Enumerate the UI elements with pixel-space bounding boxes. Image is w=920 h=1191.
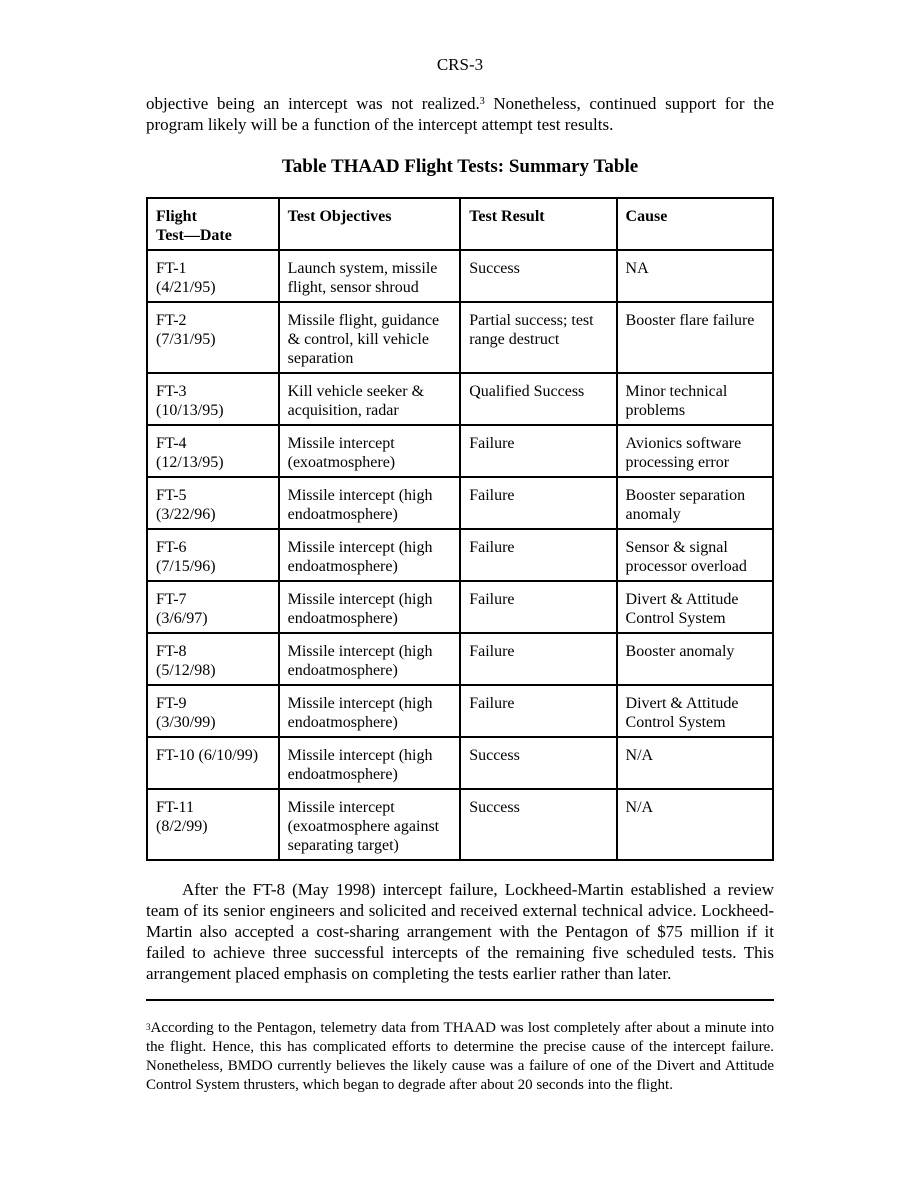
cell-flight xyxy=(147,581,279,633)
cell-result: Success xyxy=(460,789,616,860)
cell-flight xyxy=(147,789,279,860)
cell-cause: Sensor & signal processor overload xyxy=(617,529,773,581)
flight-id: FT-6 xyxy=(156,539,187,556)
flight-date: (3/30/99) xyxy=(156,714,216,731)
flight-id: FT-8 xyxy=(156,643,187,660)
table-title: Table THAAD Flight Tests: Summary Table xyxy=(281,156,639,177)
cell-flight xyxy=(147,633,279,685)
cell-cause: Divert & Attitude Control System xyxy=(617,685,773,737)
cell-cause: Minor technical problems xyxy=(617,373,773,425)
cell-objectives: Missile flight, guidance & control, kill vehicle separation xyxy=(279,302,461,373)
flight-id: FT-9 xyxy=(156,695,187,712)
cell-flight xyxy=(147,425,279,477)
cell-objectives: Missile intercept (exoatmosphere) xyxy=(279,425,461,477)
cell-objectives: Missile intercept (high endoatmosphere) xyxy=(279,633,461,685)
cell-result: Partial success; test range destruct xyxy=(460,302,616,373)
table-row xyxy=(147,250,773,302)
table-row xyxy=(147,477,773,529)
flight-date: (8/2/99) xyxy=(156,818,208,835)
cell-cause: Booster separation anomaly xyxy=(617,477,773,529)
table-row xyxy=(147,302,773,373)
column-header-flight-date xyxy=(147,198,279,250)
header-test-date: Test—Date xyxy=(156,227,232,244)
table-row xyxy=(147,789,773,860)
flight-tests-table xyxy=(146,197,774,861)
footnote-marker: 3 xyxy=(146,1022,151,1032)
cell-result: Failure xyxy=(460,529,616,581)
flight-date: (5/12/98) xyxy=(156,662,216,679)
flight-id: FT-4 xyxy=(156,435,187,452)
cell-result: Success xyxy=(460,737,616,789)
cell-flight xyxy=(147,737,279,789)
flight-date: (7/31/95) xyxy=(156,331,216,348)
flight-id: FT-1 xyxy=(156,260,187,277)
table-row xyxy=(147,425,773,477)
column-header-cause: Cause xyxy=(617,198,773,250)
flight-date: (12/13/95) xyxy=(156,454,224,471)
cell-objectives: Kill vehicle seeker & acquisition, radar xyxy=(279,373,461,425)
cell-objectives: Missile intercept (high endoatmosphere) xyxy=(279,737,461,789)
flight-date: (3/22/96) xyxy=(156,506,216,523)
table-row xyxy=(147,373,773,425)
column-header-objectives: Test Objectives xyxy=(279,198,461,250)
cell-result: Success xyxy=(460,250,616,302)
cell-flight xyxy=(147,250,279,302)
table-row xyxy=(147,529,773,581)
flight-date: (4/21/95) xyxy=(156,279,216,296)
cell-cause: Booster flare failure xyxy=(617,302,773,373)
footnote xyxy=(146,1019,774,1095)
cell-objectives: Missile intercept (high endoatmosphere) xyxy=(279,581,461,633)
table-header-row xyxy=(147,198,773,250)
intro-paragraph xyxy=(146,93,774,135)
cell-result: Failure xyxy=(460,685,616,737)
cell-flight xyxy=(147,477,279,529)
page-number-header: CRS-3 xyxy=(436,55,484,74)
cell-objectives: Missile intercept (high endoatmosphere) xyxy=(279,685,461,737)
table-row xyxy=(147,685,773,737)
cell-flight xyxy=(147,373,279,425)
flight-date: (3/6/97) xyxy=(156,610,208,627)
cell-result: Failure xyxy=(460,477,616,529)
header-flight: Flight xyxy=(156,208,197,225)
table-row xyxy=(147,633,773,685)
table-row xyxy=(147,581,773,633)
flight-id: FT-7 xyxy=(156,591,187,608)
intro-text: objective being an intercept was not realized. xyxy=(146,94,480,113)
cell-objectives: Missile intercept (high endoatmosphere) xyxy=(279,529,461,581)
flight-id: FT-3 xyxy=(156,383,187,400)
cell-flight xyxy=(147,529,279,581)
cell-cause: Divert & Attitude Control System xyxy=(617,581,773,633)
cell-cause: N/A xyxy=(617,789,773,860)
cell-result: Failure xyxy=(460,633,616,685)
footnote-divider xyxy=(146,999,774,1001)
column-header-result: Test Result xyxy=(460,198,616,250)
flight-date: (7/15/96) xyxy=(156,558,216,575)
flight-id: FT-10 xyxy=(156,747,195,764)
flight-id: FT-2 xyxy=(156,312,187,329)
cell-objectives: Missile intercept (exoatmosphere against separating target) xyxy=(279,789,461,860)
cell-cause: Booster anomaly xyxy=(617,633,773,685)
cell-cause: NA xyxy=(617,250,773,302)
flight-id: FT-11 xyxy=(156,799,194,816)
cell-cause: N/A xyxy=(617,737,773,789)
cell-result: Failure xyxy=(460,581,616,633)
cell-objectives: Missile intercept (high endoatmosphere) xyxy=(279,477,461,529)
footnote-reference[interactable]: 3 xyxy=(479,96,485,107)
table-row xyxy=(147,737,773,789)
flight-date: (6/10/99) xyxy=(198,747,259,764)
flight-id: FT-5 xyxy=(156,487,187,504)
footnote-text: According to the Pentagon, telemetry data from THAAD was lost completely after about a minute into the flight. Hence, this has complicated efforts to determine the precise cause of the intercept failure. Nonetheless, BMDO currently believes the likely cause was a failure of one of the Divert and Attitude Control System thrusters, which began to degrade after about 20 seconds into the flight. xyxy=(146,1020,774,1093)
body-paragraph: After the FT-8 (May 1998) intercept failure, Lockheed-Martin established a review team of its senior engineers and solicited and received external technical advice. Lockheed-Martin also accepted a cost-sharing arrangement with the Pentagon of $75 million if it failed to achieve three successful intercepts of the remaining five scheduled tests. This arrangement placed emphasis on completing the tests earlier rather than later. xyxy=(146,880,774,983)
cell-objectives: Launch system, missile flight, sensor shroud xyxy=(279,250,461,302)
flight-date: (10/13/95) xyxy=(156,402,224,419)
intro-text-continued: Nonetheless, continued support for the program likely will be a function of the intercept attempt test results. xyxy=(146,94,774,134)
cell-flight xyxy=(147,302,279,373)
cell-result: Failure xyxy=(460,425,616,477)
cell-cause: Avionics software processing error xyxy=(617,425,773,477)
cell-flight xyxy=(147,685,279,737)
cell-result: Qualified Success xyxy=(460,373,616,425)
